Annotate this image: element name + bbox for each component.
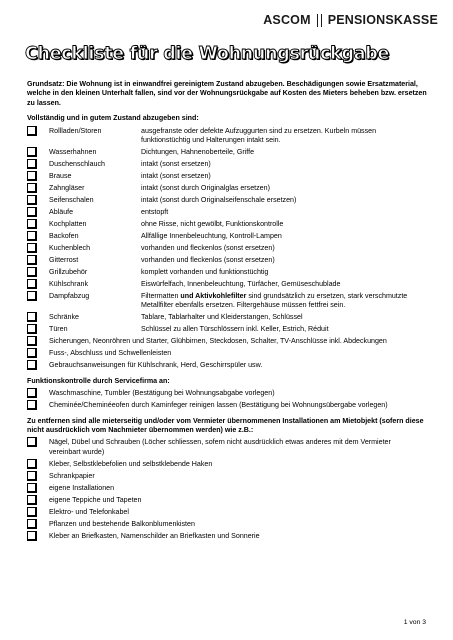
- logo-text-ascom: ASCOM: [263, 13, 311, 27]
- item-description: intakt (sonst durch Originalglas ersetzen): [141, 184, 270, 193]
- checklist-item: [27, 532, 427, 541]
- checklist-item: [27, 256, 427, 265]
- item-label: Zahngläser: [49, 184, 85, 193]
- checkbox[interactable]: [27, 531, 37, 541]
- checklist-item: [27, 496, 427, 505]
- page-number: 1 von 3: [403, 619, 426, 626]
- checkbox[interactable]: [27, 183, 37, 193]
- checkbox[interactable]: [27, 126, 37, 136]
- checklist-item: [27, 361, 427, 370]
- checklist-item: [27, 313, 427, 322]
- checkbox[interactable]: [27, 159, 37, 169]
- item-label: Grillzubehör: [49, 268, 88, 277]
- item-text: Cheminée/Cheminéeofen durch Kaminfeger reinigen lassen (Bestätigung bei Wohnungsübergabe vorlegen): [49, 401, 388, 410]
- item-description: Tablare, Tablarhalter und Kleiderstangen, Schlüssel: [141, 313, 303, 322]
- checkbox[interactable]: [27, 231, 37, 241]
- item-label: Duschenschlauch: [49, 160, 105, 169]
- item-label: Schränke: [49, 313, 79, 322]
- company-logo: [263, 10, 438, 30]
- item-description: Dichtungen, Hahnenoberteile, Griffe: [141, 148, 255, 157]
- checkbox[interactable]: [27, 459, 37, 469]
- item-description: intakt (sonst ersetzen): [141, 160, 211, 169]
- checklist-item: [27, 148, 427, 157]
- checkbox[interactable]: [27, 336, 37, 346]
- checklist-item: [27, 280, 427, 289]
- item-text: eigene Teppiche und Tapeten: [49, 495, 142, 504]
- item-label: Backofen: [49, 232, 79, 241]
- checklist-item: [27, 337, 427, 346]
- item-description: [141, 292, 427, 311]
- checkbox[interactable]: [27, 348, 37, 358]
- item-label: Dampfabzug: [49, 292, 90, 301]
- checkbox[interactable]: [27, 312, 37, 322]
- checkbox[interactable]: [27, 291, 37, 301]
- page-title: Checkliste für die Wohnungsrückgabe: [25, 44, 390, 64]
- checklist-item: [27, 184, 427, 193]
- checklist-item: [27, 220, 427, 229]
- item-description: ausgefranste oder defekte Aufzuggurten sind zu ersetzen. Kurbeln müssen funktionstüchtig und Halterungen intakt sein.: [141, 126, 377, 145]
- checklist-item: [27, 325, 427, 334]
- item-text: Elektro- und Telefonkabel: [49, 507, 129, 516]
- item-description: intakt (sonst durch Originalseifenschale ersetzen): [141, 196, 297, 205]
- checklist-item: [27, 268, 427, 277]
- item-label: Kühlschrank: [49, 280, 89, 289]
- item-label: Türen: [49, 325, 68, 334]
- item-description: Eiswürfelfach, Innenbeleuchtung, Türfächer, Gemüseschublade: [141, 280, 341, 289]
- checklist-item: [27, 244, 427, 253]
- intro-paragraph: Grundsatz: Die Wohnung ist in einwandfrei gereinigtem Zustand abzugeben. Beschädigungen sowie Ersatzmaterial, welche in den kleinen Unterhalt fallen, sind vor der Wohnungsrückgabe auf Kosten des Mieters beheben bzw. ersetzen zu lassen.: [27, 80, 427, 107]
- item-text: Kleber, Selbstklebefolien und selbstklebende Haken: [49, 459, 213, 468]
- desc-text: Filtermatten: [141, 292, 181, 301]
- item-text: eigene Installationen: [49, 483, 115, 492]
- checklist-item: [27, 208, 427, 217]
- checklist-item: [27, 472, 427, 481]
- checkbox[interactable]: [27, 219, 37, 229]
- checkbox[interactable]: [27, 360, 37, 370]
- desc-bold-text: und Aktivkohlefilter: [180, 292, 247, 301]
- checkbox[interactable]: [27, 267, 37, 277]
- item-label: Seifenschalen: [49, 196, 94, 205]
- item-label: Abläufe: [49, 208, 74, 217]
- checkbox[interactable]: [27, 471, 37, 481]
- checklist-content: [27, 80, 427, 544]
- item-text: Pflanzen und bestehende Balkonblumenkisten: [49, 519, 195, 528]
- checklist-item: [27, 292, 427, 311]
- checkbox[interactable]: [27, 495, 37, 505]
- checkbox[interactable]: [27, 171, 37, 181]
- checkbox[interactable]: [27, 279, 37, 289]
- checklist-item: [27, 484, 427, 493]
- logo-text-pensionskasse: PENSIONSKASSE: [327, 13, 438, 27]
- item-description: Schlüssel zu allen Türschlössern inkl. Keller, Estrich, Réduit: [141, 325, 329, 334]
- item-label: Gitterrost: [49, 256, 79, 265]
- checkbox[interactable]: [27, 519, 37, 529]
- checklist-item: [27, 349, 427, 358]
- checkbox[interactable]: [27, 388, 37, 398]
- checklist-item: [27, 160, 427, 169]
- checklist-item: [27, 172, 427, 181]
- section-heading-service: Funktionskontrolle durch Servicefirma an:: [27, 376, 170, 385]
- item-label: Brause: [49, 172, 72, 181]
- section-heading-remove: Zu entfernen sind alle mieterseitig und/oder vom Vermieter übernommenen Installationen am Mietobjekt (sofern diese nicht ausdrücklich vom Nachmieter übernommen werden) wie z.B.:: [27, 416, 424, 435]
- checkbox[interactable]: [27, 400, 37, 410]
- item-text: Schrankpapier: [49, 471, 95, 480]
- checklist-item: [27, 508, 427, 517]
- checklist-item: [27, 389, 427, 398]
- checkbox[interactable]: [27, 507, 37, 517]
- checklist-item: [27, 232, 427, 241]
- item-text: Kleber an Briefkasten, Namenschilder an Briefkasten und Sonnerie: [49, 531, 260, 540]
- checkbox[interactable]: [27, 195, 37, 205]
- item-text: Gebrauchsanweisungen für Kühlschrank, Herd, Geschirrspüler usw.: [49, 361, 263, 370]
- item-label: Wasserhahnen: [49, 148, 97, 157]
- checkbox[interactable]: [27, 324, 37, 334]
- checklist-item: [27, 520, 427, 529]
- desc-text: sind grundsätzlich zu ersetzen, stark verschmutzte Metallfilter ebenfalls ersetzen. Filtergehäuse müssen fettfrei sein.: [141, 292, 408, 310]
- checkbox[interactable]: [27, 207, 37, 217]
- item-label: Rollladen/Storen: [49, 126, 102, 135]
- checkbox[interactable]: [27, 437, 37, 447]
- checklist-item: [27, 401, 427, 410]
- checklist-item: [27, 460, 427, 469]
- item-text: Waschmaschine, Tumbler (Bestätigung bei Wohnungsabgabe vorlegen): [49, 389, 275, 398]
- checklist-item: [27, 438, 427, 457]
- item-description: vorhanden und fleckenlos (sonst ersetzen): [141, 256, 275, 265]
- item-description: ohne Risse, nicht gewölbt, Funktionskontrolle: [141, 220, 284, 229]
- item-text: Fuss-, Abschluss und Schwellenleisten: [49, 349, 172, 358]
- checkbox[interactable]: [27, 483, 37, 493]
- item-description: vorhanden und fleckenlos (sonst ersetzen): [141, 244, 275, 253]
- checkbox[interactable]: [27, 147, 37, 157]
- checkbox[interactable]: [27, 243, 37, 253]
- item-description: Allfällige Innenbeleuchtung, Kontroll-Lampen: [141, 232, 282, 241]
- checklist-item: [27, 196, 427, 205]
- item-label: Kuchenblech: [49, 244, 91, 253]
- item-label: Kochplatten: [49, 220, 87, 229]
- item-text: Sicherungen, Neonröhren und Starter, Glühbirnen, Steckdosen, Schalter, TV-Anschlüsse inkl. Abdeckungen: [49, 337, 387, 346]
- item-text: Nägel, Dübel und Schrauben (Löcher schliessen, sofern nicht ausdrücklich etwas anderes mit dem Vermieter vereinbart wurde): [49, 438, 391, 456]
- section-heading-complete: Vollständig und in gutem Zustand abzugeben sind:: [27, 114, 199, 123]
- item-description: intakt (sonst ersetzen): [141, 172, 211, 181]
- checkbox[interactable]: [27, 255, 37, 265]
- item-description: entstopft: [141, 208, 169, 217]
- logo-divider-icon: [317, 14, 322, 27]
- checklist-item: [27, 127, 427, 146]
- item-description: komplett vorhanden und funktionstüchtig: [141, 268, 269, 277]
